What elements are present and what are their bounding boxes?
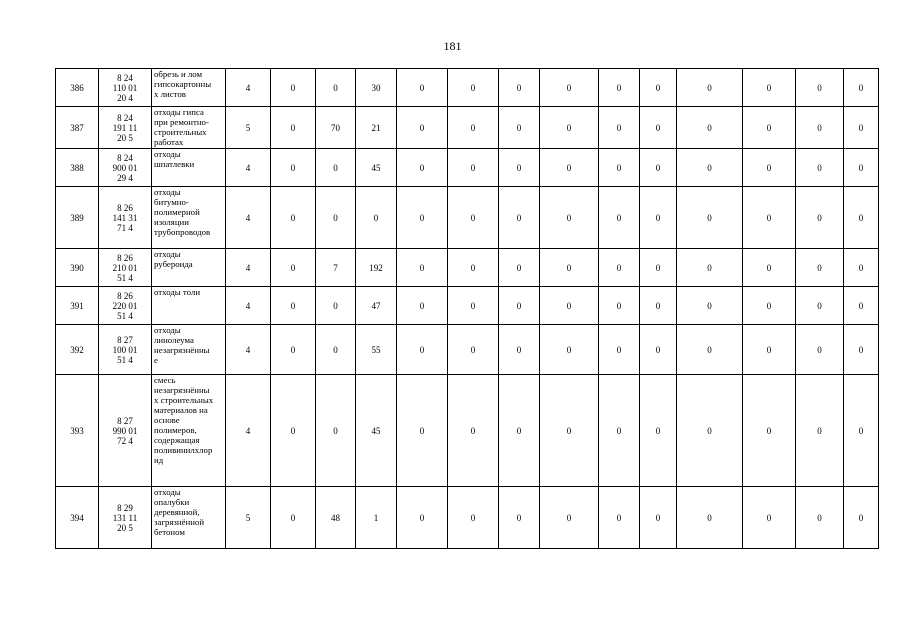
table-row: [56, 149, 879, 187]
row-number-cell: 394: [56, 487, 99, 549]
waste-code-cell: 8 26 141 31 71 4: [99, 187, 152, 249]
value-cell: 0: [540, 325, 599, 375]
value-cell: 45: [356, 375, 397, 487]
waste-name-cell: отходы гипса при ремонтно- строительных работах: [152, 107, 226, 149]
value-cell: 0: [796, 287, 844, 325]
value-cell: 0: [316, 187, 356, 249]
value-cell: 4: [226, 69, 271, 107]
row-number-cell: 392: [56, 325, 99, 375]
waste-name-cell: отходы линолеума незагрязнённы е: [152, 325, 226, 375]
waste-code-cell: 8 29 131 11 20 5: [99, 487, 152, 549]
row-number-cell: 389: [56, 187, 99, 249]
value-cell: 0: [844, 287, 879, 325]
value-cell: 192: [356, 249, 397, 287]
value-cell: 0: [599, 187, 640, 249]
value-cell: 0: [448, 187, 499, 249]
value-cell: 4: [226, 287, 271, 325]
value-cell: 4: [226, 375, 271, 487]
value-cell: 0: [448, 249, 499, 287]
value-cell: 0: [796, 149, 844, 187]
table-row: [56, 187, 879, 249]
value-cell: 0: [316, 325, 356, 375]
value-cell: 0: [796, 375, 844, 487]
value-cell: 0: [640, 375, 677, 487]
table-row: [56, 249, 879, 287]
value-cell: 0: [796, 325, 844, 375]
value-cell: 0: [743, 107, 796, 149]
value-cell: 45: [356, 149, 397, 187]
value-cell: 0: [540, 107, 599, 149]
value-cell: 0: [448, 487, 499, 549]
value-cell: 0: [796, 69, 844, 107]
waste-table: [55, 68, 879, 549]
row-number-cell: 393: [56, 375, 99, 487]
table-row: [56, 487, 879, 549]
value-cell: 0: [499, 325, 540, 375]
waste-name-cell: отходы шпатлевки: [152, 149, 226, 187]
value-cell: 0: [499, 287, 540, 325]
value-cell: 0: [743, 149, 796, 187]
value-cell: 5: [226, 487, 271, 549]
value-cell: 0: [599, 287, 640, 325]
value-cell: 0: [499, 69, 540, 107]
value-cell: 0: [743, 325, 796, 375]
value-cell: 0: [499, 149, 540, 187]
value-cell: 0: [640, 187, 677, 249]
row-number-cell: 390: [56, 249, 99, 287]
value-cell: 0: [640, 249, 677, 287]
value-cell: 0: [844, 107, 879, 149]
value-cell: 0: [271, 149, 316, 187]
value-cell: 0: [397, 325, 448, 375]
value-cell: 55: [356, 325, 397, 375]
waste-name-cell: смесь незагрязнённы х строительных материалов на основе полимеров, содержащая поливинилхлор ид: [152, 375, 226, 487]
value-cell: 0: [677, 69, 743, 107]
value-cell: 0: [677, 187, 743, 249]
value-cell: 0: [640, 325, 677, 375]
value-cell: 0: [397, 249, 448, 287]
value-cell: 30: [356, 69, 397, 107]
value-cell: 0: [271, 187, 316, 249]
value-cell: 0: [397, 69, 448, 107]
value-cell: 0: [599, 107, 640, 149]
value-cell: 48: [316, 487, 356, 549]
value-cell: 0: [796, 249, 844, 287]
value-cell: 0: [599, 249, 640, 287]
value-cell: 0: [677, 149, 743, 187]
value-cell: 0: [356, 187, 397, 249]
value-cell: 4: [226, 149, 271, 187]
value-cell: 1: [356, 487, 397, 549]
value-cell: 0: [677, 287, 743, 325]
value-cell: 47: [356, 287, 397, 325]
page-number: 181: [443, 39, 462, 53]
value-cell: 0: [640, 487, 677, 549]
value-cell: 0: [271, 69, 316, 107]
value-cell: 0: [397, 107, 448, 149]
value-cell: 0: [743, 375, 796, 487]
value-cell: 0: [677, 107, 743, 149]
table-row: [56, 325, 879, 375]
value-cell: 0: [397, 287, 448, 325]
value-cell: 0: [397, 149, 448, 187]
value-cell: 0: [844, 69, 879, 107]
value-cell: 0: [397, 375, 448, 487]
waste-name-cell: обрезь и лом гипсокартонны х листов: [152, 69, 226, 107]
table-row: [56, 375, 879, 487]
value-cell: 0: [743, 287, 796, 325]
value-cell: 0: [499, 487, 540, 549]
value-cell: 0: [271, 375, 316, 487]
waste-code-cell: 8 26 210 01 51 4: [99, 249, 152, 287]
value-cell: 0: [796, 487, 844, 549]
value-cell: 0: [677, 249, 743, 287]
value-cell: 0: [448, 325, 499, 375]
value-cell: 0: [599, 375, 640, 487]
value-cell: 0: [499, 107, 540, 149]
value-cell: 0: [540, 375, 599, 487]
waste-code-cell: 8 26 220 01 51 4: [99, 287, 152, 325]
value-cell: 0: [677, 487, 743, 549]
value-cell: 0: [599, 69, 640, 107]
value-cell: 0: [540, 487, 599, 549]
value-cell: 0: [640, 287, 677, 325]
value-cell: 4: [226, 249, 271, 287]
value-cell: 0: [448, 149, 499, 187]
waste-code-cell: 8 27 100 01 51 4: [99, 325, 152, 375]
value-cell: 0: [844, 187, 879, 249]
value-cell: 0: [743, 487, 796, 549]
value-cell: 0: [599, 487, 640, 549]
value-cell: 0: [499, 249, 540, 287]
waste-code-cell: 8 24 900 01 29 4: [99, 149, 152, 187]
value-cell: 0: [844, 149, 879, 187]
value-cell: 0: [499, 187, 540, 249]
value-cell: 0: [271, 325, 316, 375]
value-cell: 0: [316, 149, 356, 187]
waste-code-cell: 8 27 990 01 72 4: [99, 375, 152, 487]
value-cell: 0: [844, 325, 879, 375]
value-cell: 0: [540, 187, 599, 249]
value-cell: 0: [397, 187, 448, 249]
value-cell: 0: [499, 375, 540, 487]
table-row: [56, 287, 879, 325]
value-cell: 7: [316, 249, 356, 287]
value-cell: 0: [271, 487, 316, 549]
value-cell: 0: [796, 187, 844, 249]
table-row: [56, 69, 879, 107]
row-number-cell: 386: [56, 69, 99, 107]
value-cell: 0: [677, 325, 743, 375]
value-cell: 0: [316, 69, 356, 107]
value-cell: 0: [271, 249, 316, 287]
value-cell: 0: [743, 69, 796, 107]
waste-name-cell: отходы рубероида: [152, 249, 226, 287]
value-cell: 0: [743, 187, 796, 249]
value-cell: 0: [599, 149, 640, 187]
value-cell: 0: [540, 149, 599, 187]
value-cell: 0: [271, 107, 316, 149]
value-cell: 0: [599, 325, 640, 375]
value-cell: 0: [640, 107, 677, 149]
waste-name-cell: отходы толи: [152, 287, 226, 325]
value-cell: 0: [844, 375, 879, 487]
waste-name-cell: отходы битумно- полимерной изоляции трубопроводов: [152, 187, 226, 249]
value-cell: 4: [226, 325, 271, 375]
value-cell: 0: [640, 149, 677, 187]
table-row: [56, 107, 879, 149]
value-cell: 0: [796, 107, 844, 149]
waste-code-cell: 8 24 191 11 20 5: [99, 107, 152, 149]
value-cell: 0: [448, 287, 499, 325]
row-number-cell: 388: [56, 149, 99, 187]
value-cell: 0: [743, 249, 796, 287]
value-cell: 70: [316, 107, 356, 149]
value-cell: 21: [356, 107, 397, 149]
value-cell: 0: [540, 249, 599, 287]
waste-code-cell: 8 24 110 01 20 4: [99, 69, 152, 107]
value-cell: 4: [226, 187, 271, 249]
value-cell: 0: [540, 69, 599, 107]
value-cell: 0: [448, 107, 499, 149]
row-number-cell: 391: [56, 287, 99, 325]
value-cell: 0: [448, 69, 499, 107]
value-cell: 0: [844, 249, 879, 287]
value-cell: 0: [844, 487, 879, 549]
value-cell: 0: [640, 69, 677, 107]
value-cell: 0: [540, 287, 599, 325]
value-cell: 0: [316, 287, 356, 325]
value-cell: 5: [226, 107, 271, 149]
waste-name-cell: отходы опалубки деревянной, загрязнённой бетоном: [152, 487, 226, 549]
value-cell: 0: [448, 375, 499, 487]
value-cell: 0: [316, 375, 356, 487]
value-cell: 0: [677, 375, 743, 487]
value-cell: 0: [397, 487, 448, 549]
row-number-cell: 387: [56, 107, 99, 149]
value-cell: 0: [271, 287, 316, 325]
